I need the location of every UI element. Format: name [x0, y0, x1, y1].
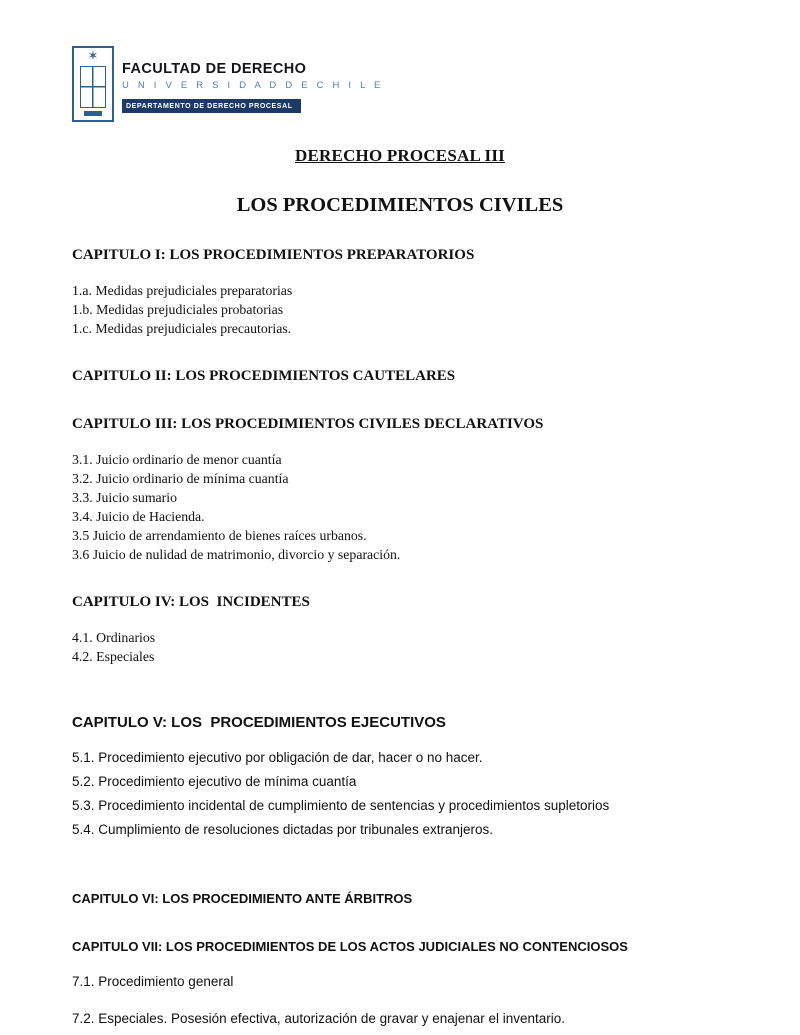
sections-container — [72, 246, 728, 1031]
chapter-heading: CAPITULO II: LOS PROCEDIMIENTOS CAUTELARES — [72, 368, 456, 384]
university-emblem-icon — [72, 46, 114, 122]
chapter-heading: CAPITULO V: LOS PROCEDIMIENTOS EJECUTIVOS — [72, 714, 446, 731]
toc-item: 1.b. Medidas prejudiciales probatorias — [72, 302, 284, 317]
toc-item: 4.2. Especiales — [72, 649, 155, 664]
toc-item: 5.2. Procedimiento ejecutivo de mínima cuantía — [72, 774, 357, 789]
chapter-items — [72, 281, 728, 338]
toc-item: 3.6 Juicio de nulidad de matrimonio, divorcio y separación. — [72, 547, 401, 562]
chapter-section — [72, 415, 728, 564]
chapter-section — [72, 367, 728, 386]
toc-item: 3.4. Juicio de Hacienda. — [72, 509, 205, 524]
chapter-section — [72, 889, 728, 908]
toc-item: 4.1. Ordinarios — [72, 630, 156, 645]
chapter-items — [72, 970, 728, 1031]
toc-item: 3.1. Juicio ordinario de menor cuantía — [72, 452, 282, 467]
chapter-heading: CAPITULO VII: LOS PROCEDIMIENTOS DE LOS ACTOS JUDICIALES NO CONTENCIOSOS — [72, 939, 628, 954]
chapter-section — [72, 713, 728, 842]
toc-item: 5.3. Procedimiento incidental de cumplimiento de sentencias y procedimientos supletorios — [72, 798, 610, 813]
logo-department-banner: DEPARTAMENTO DE DERECHO PROCESAL — [122, 99, 301, 113]
toc-item: 5.1. Procedimiento ejecutivo por obligación de dar, hacer o no hacer. — [72, 750, 483, 765]
logo-text — [122, 46, 384, 113]
logo-faculty-name: FACULTAD DE DERECHO — [122, 61, 307, 77]
logo — [72, 46, 728, 122]
shield-icon — [80, 66, 106, 108]
chapter-heading: CAPITULO III: LOS PROCEDIMIENTOS CIVILES DECLARATIVOS — [72, 416, 544, 432]
chapter-section — [72, 593, 728, 666]
document-title: DERECHO PROCESAL III — [295, 146, 505, 165]
toc-item: 7.2. Especiales. Posesión efectiva, autorización de gravar y enajenar el inventario. — [72, 1011, 566, 1026]
toc-item: 5.4. Cumplimiento de resoluciones dictadas por tribunales extranjeros. — [72, 822, 493, 837]
chapter-section — [72, 937, 728, 1031]
chapter-items — [72, 628, 728, 666]
logo-university-name: U N I V E R S I D A D D E C H I L E — [122, 80, 384, 91]
toc-item: 1.a. Medidas prejudiciales preparatorias — [72, 283, 293, 298]
toc-item: 3.5 Juicio de arrendamiento de bienes raíces urbanos. — [72, 528, 367, 543]
toc-item: 3.3. Juicio sumario — [72, 490, 177, 505]
toc-item: 1.c. Medidas prejudiciales precautorias. — [72, 321, 292, 336]
toc-item: 3.2. Juicio ordinario de mínima cuantía — [72, 471, 289, 486]
chapter-heading: CAPITULO VI: LOS PROCEDIMIENTO ANTE ÁRBITROS — [72, 891, 413, 906]
chapter-heading: CAPITULO I: LOS PROCEDIMIENTOS PREPARATORIOS — [72, 247, 475, 263]
toc-item: 7.1. Procedimiento general — [72, 974, 234, 989]
chapter-items — [72, 746, 728, 842]
star-icon: ✶ — [87, 49, 99, 64]
document-subtitle: LOS PROCEDIMIENTOS CIVILES — [236, 194, 564, 216]
chapter-items — [72, 450, 728, 564]
chapter-section — [72, 246, 728, 338]
emblem-base — [84, 111, 102, 116]
chapter-heading: CAPITULO IV: LOS INCIDENTES — [72, 594, 310, 610]
